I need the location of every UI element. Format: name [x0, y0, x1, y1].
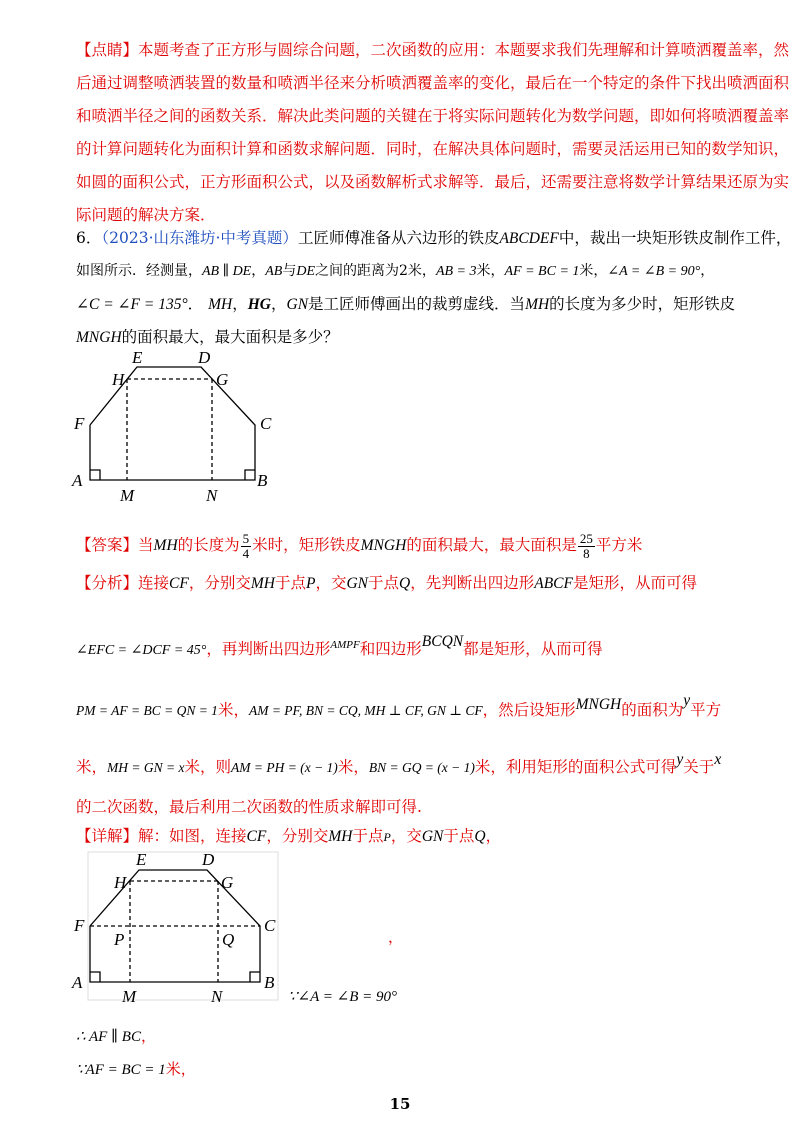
problem-source: （2023·山东潍坊·中考真题） — [101, 229, 298, 247]
hexagon-figure-2 — [66, 848, 286, 1004]
label-f: F — [74, 916, 85, 935]
fraction-twentyfive-eighths: $\frac{25}{8}$ — [579, 530, 593, 561]
tip-label: 【点睛】 — [76, 41, 139, 59]
right-angle-a — [90, 470, 100, 480]
analysis-label: 【分析】 — [76, 574, 139, 592]
hexagon-figure-1 — [66, 345, 286, 505]
label-g: G — [221, 873, 234, 892]
label-q: Q — [222, 930, 235, 949]
label-n: N — [211, 987, 223, 1004]
label-m: M — [122, 987, 137, 1004]
step-parallel: ∴ AF ∥ BC， — [76, 1027, 156, 1045]
label-g: G — [216, 370, 229, 389]
label-h: H — [114, 873, 127, 892]
label-d: D — [198, 348, 211, 367]
problem-statement: 6．（2023·山东潍坊·中考真题）工匠师傅准备从六边形的铁皮ABCDEF中，裁出一块矩形铁皮制作工件， 如图所示．经测量，AB ∥ DE，AB与DE之间的距离为2米，AB = 3米，AF = BC = 1米，∠A = ∠B = 90°， ∠C = ∠F = 135°． MH，HG，GN是工匠师傅画出的裁剪虚线．当MH的长度为多少时，矩形铁皮 MNGH的面积最大，最大面积是多少？ — [76, 229, 792, 346]
answer-label: 【答案】 — [76, 536, 139, 554]
step-lengths: ∵AF = BC = 1米， — [76, 1060, 196, 1078]
label-c: C — [260, 414, 272, 433]
label-a: A — [72, 471, 83, 490]
label-m: M — [120, 486, 135, 505]
label-n: N — [206, 486, 218, 505]
detail-paragraph: 【详解】解：如图，连接CF，分别交MH于点P，交GN于点Q， — [76, 827, 502, 845]
label-b: B — [264, 973, 275, 992]
answer-paragraph: 【答案】当MH的长度为 $\frac{5}{4}$ 米时，矩形铁皮MNGH的面积最大，最大面积是 $\frac{25}{8}$ 平方米 — [76, 530, 643, 561]
fraction-five-fourths: $\frac{5}{4}$ — [242, 530, 250, 561]
label-f: F — [74, 414, 85, 433]
right-angle-b — [245, 470, 255, 480]
label-e: E — [132, 348, 143, 367]
right-angle-a — [90, 972, 100, 982]
label-h: H — [112, 370, 125, 389]
label-c: C — [264, 916, 276, 935]
label-b: B — [257, 471, 268, 490]
tip-paragraph: 【点睛】本题考查了正方形与圆综合问题，二次函数的应用：本题要求我们先理解和计算喷洒覆盖率，然 后通过调整喷洒装置的数量和喷洒半径来分析喷洒覆盖率的变化，最后在一个特定的条件下找出喷洒面积 和喷洒半径之间的函数关系．解决此类问题的关键在于将实际问题转化为数学问题，即如何将喷洒覆盖率 的计算问题转化为面积计算和函数求解问题．同时，在解决具体问题时，需要灵活运用已知的数学知识， 如圆的面积公式，正方形面积公式，以及函数解析式求解等．最后，还需要注意将数学计算结果还原为实 际问题的解决方案． — [76, 41, 790, 224]
analysis-paragraph: 【分析】连接CF，分别交MH于点P，交GN于点Q，先判断出四边形ABCF是矩形，从而可得 ∠EFC = ∠DCF = 45°，再判断出四边形$^{AMPF}$和四边形BCQN都是矩形，从而可得 PM = AF = BC = QN = 1米，AM = PF, BN = CQ, MH ⊥ CF, GN ⊥ CF，然后设矩形MNGH的面积为y平方 米，MH = GN = x米，则AM = PH = (x − 1)米，BN = GQ = (x − 1)米，利用矩形的面积公式可得y关于x 的二次函数，最后利用二次函数的性质求解即可得. — [76, 574, 722, 816]
detail-label: 【详解】 — [76, 827, 139, 845]
right-angle-b — [250, 972, 260, 982]
step-angle-equal: ∵∠A = ∠B = 90° — [288, 989, 397, 1005]
stray-comma: ， — [388, 928, 404, 946]
label-a: A — [72, 973, 83, 992]
page-number: 15 — [389, 1095, 411, 1113]
label-d: D — [202, 850, 215, 869]
label-p: P — [114, 930, 125, 949]
label-e: E — [136, 850, 147, 869]
